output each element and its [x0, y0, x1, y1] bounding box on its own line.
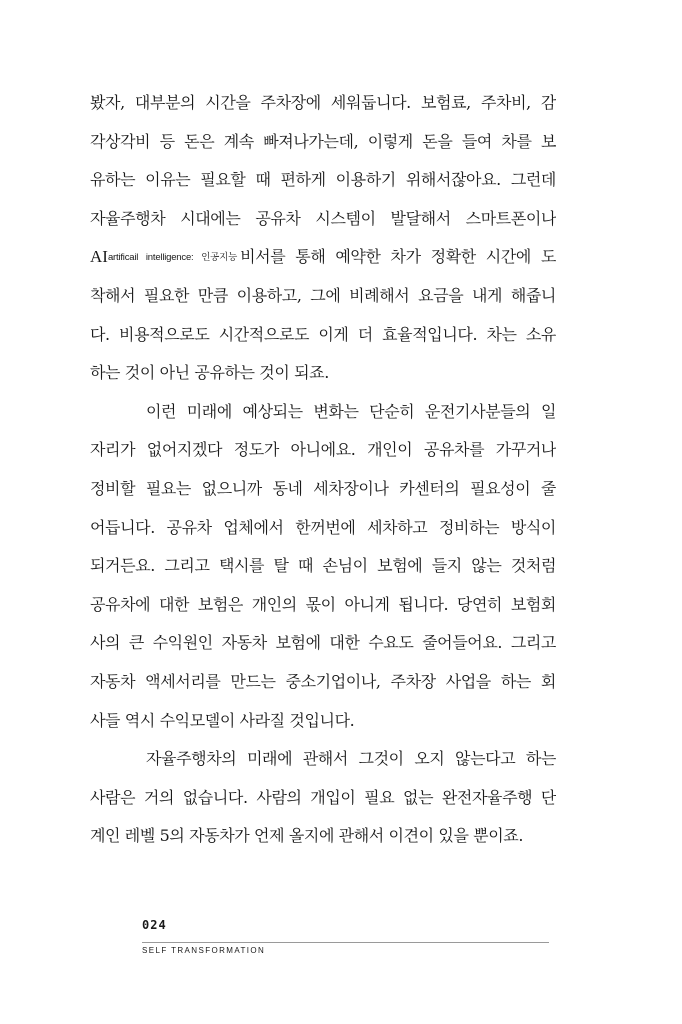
- text-line: 사들 역시 수익모델이 사라질 것입니다.: [90, 710, 355, 730]
- text-line: 되거든요. 그리고 택시를 탈 때 손님이 보험에 들지 않는 것처럼: [90, 556, 556, 576]
- text-line: 자율주행차의 미래에 관해서 그것이 오지 않는다고 하는: [146, 749, 556, 769]
- text-line: 자동차 액세서리를 만드는 중소기업이나, 주차장 사업을 하는 회: [90, 671, 556, 691]
- ai-term: AI: [90, 247, 108, 267]
- text-line: 각상각비 등 돈은 계속 빠져나가는데, 이렇게 돈을 들여 차를 보: [90, 131, 556, 151]
- text-line: 정비할 필요는 없으니까 동네 세차장이나 카센터의 필요성이 줄: [90, 478, 556, 498]
- text-line: 유하는 이유는 필요할 때 편하게 이용하기 위해서잖아요. 그런데: [90, 170, 556, 190]
- text-line: 계인 레벨 5의 자동차가 언제 올지에 관해서 이견이 있을 뿐이죠.: [90, 826, 524, 846]
- text-line: 어듭니다. 공유차 업체에서 한꺼번에 세차하고 정비하는 방식이: [90, 517, 556, 537]
- text-line: 이런 미래에 예상되는 변화는 단순히 운전기사분들의 일: [146, 401, 556, 421]
- page-footer: [142, 916, 549, 955]
- text-line: 사의 큰 수익원인 자동차 보험에 대한 수요도 줄어들어요. 그리고: [90, 633, 556, 653]
- text-line-ai: [90, 238, 556, 277]
- footer-divider: [142, 942, 549, 943]
- text-line: 공유차에 대한 보험은 개인의 몫이 아니게 됩니다. 당연히 보험회: [90, 594, 556, 614]
- ai-gloss: artificail intelligence: 인공지능: [107, 252, 238, 264]
- text-line: 봤자, 대부분의 시간을 주차장에 세워둡니다. 보험료, 주차비, 감: [90, 93, 556, 112]
- body-text: [90, 84, 556, 856]
- text-line: 사람은 거의 없습니다. 사람의 개입이 필요 없는 완전자율주행 단: [90, 787, 556, 807]
- text-line: 자율주행차 시대에는 공유차 시스템이 발달해서 스마트폰이나: [90, 208, 556, 228]
- running-title: SELF TRANSFORMATION: [142, 946, 266, 955]
- text-line: 하는 것이 아닌 공유하는 것이 되죠.: [90, 363, 329, 383]
- text-line: 자리가 없어지겠다 정도가 아니에요. 개인이 공유차를 가꾸거나: [90, 440, 556, 460]
- page-number: 024: [142, 918, 167, 932]
- text-line: 다. 비용적으로도 시간적으로도 이게 더 효율적입니다. 차는 소유: [90, 324, 556, 344]
- ai-line-rest: 비서를 통해 예약한 차가 정확한 시간에 도: [240, 247, 556, 267]
- text-line: 착해서 필요한 만큼 이용하고, 그에 비례해서 요금을 내게 해줍니: [90, 285, 556, 305]
